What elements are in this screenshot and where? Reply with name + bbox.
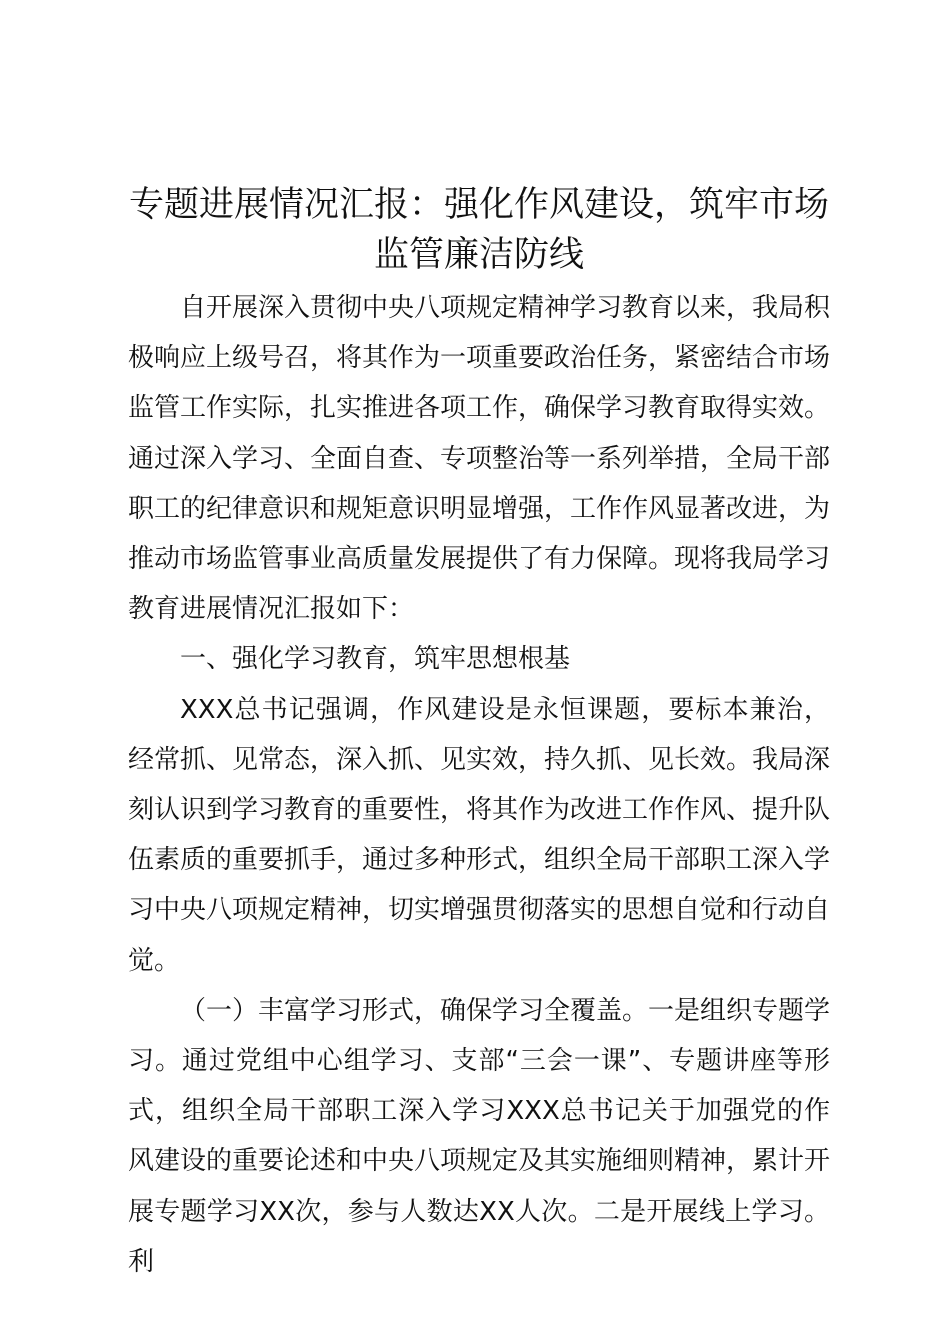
subsection-1-paragraph: （一）丰富学习形式，确保学习全覆盖。一是组织专题学习。通过党组中心组学习、支部“三会一课”、专题讲座等形式，组织全局干部职工深入学习XXX总书记关于加强党的作风建设的重要论述和中央八项规定及其实施细则精神，累计开展专题学习XX次，参与人数达XX人次。二是开展线上学习。利 [128, 995, 831, 1277]
section-1-paragraph: XXX总书记强调，作风建设是永恒课题，要标本兼治，经常抓、见常态，深入抓、见实效，持久抓、见长效。我局深刻认识到学习教育的重要性，将其作为改进工作作风、提升队伍素质的重要抓手，通过多种形式，组织全局干部职工深入学习中央八项规定精神，切实增强贯彻落实的思想自觉和行动自觉。 [128, 694, 831, 976]
document-page [128, 180, 830, 1287]
section-heading-1: 一、强化学习教育，筑牢思想根基 [180, 644, 571, 675]
document-title: 专题进展情况汇报：强化作风建设，筑牢市场监管廉洁防线 [128, 185, 829, 275]
intro-paragraph: 自开展深入贯彻中央八项规定精神学习教育以来，我局积极响应上级号召，将其作为一项重要政治任务，紧密结合市场监管工作实际，扎实推进各项工作，确保学习教育取得实效。通过深入学习、全面自查、专项整治等一系列举措，全局干部职工的纪律意识和规矩意识明显增强，工作作风显著改进，为推动市场监管事业高质量发展提供了有力保障。现将我局学习教育进展情况汇报如下： [128, 293, 831, 625]
